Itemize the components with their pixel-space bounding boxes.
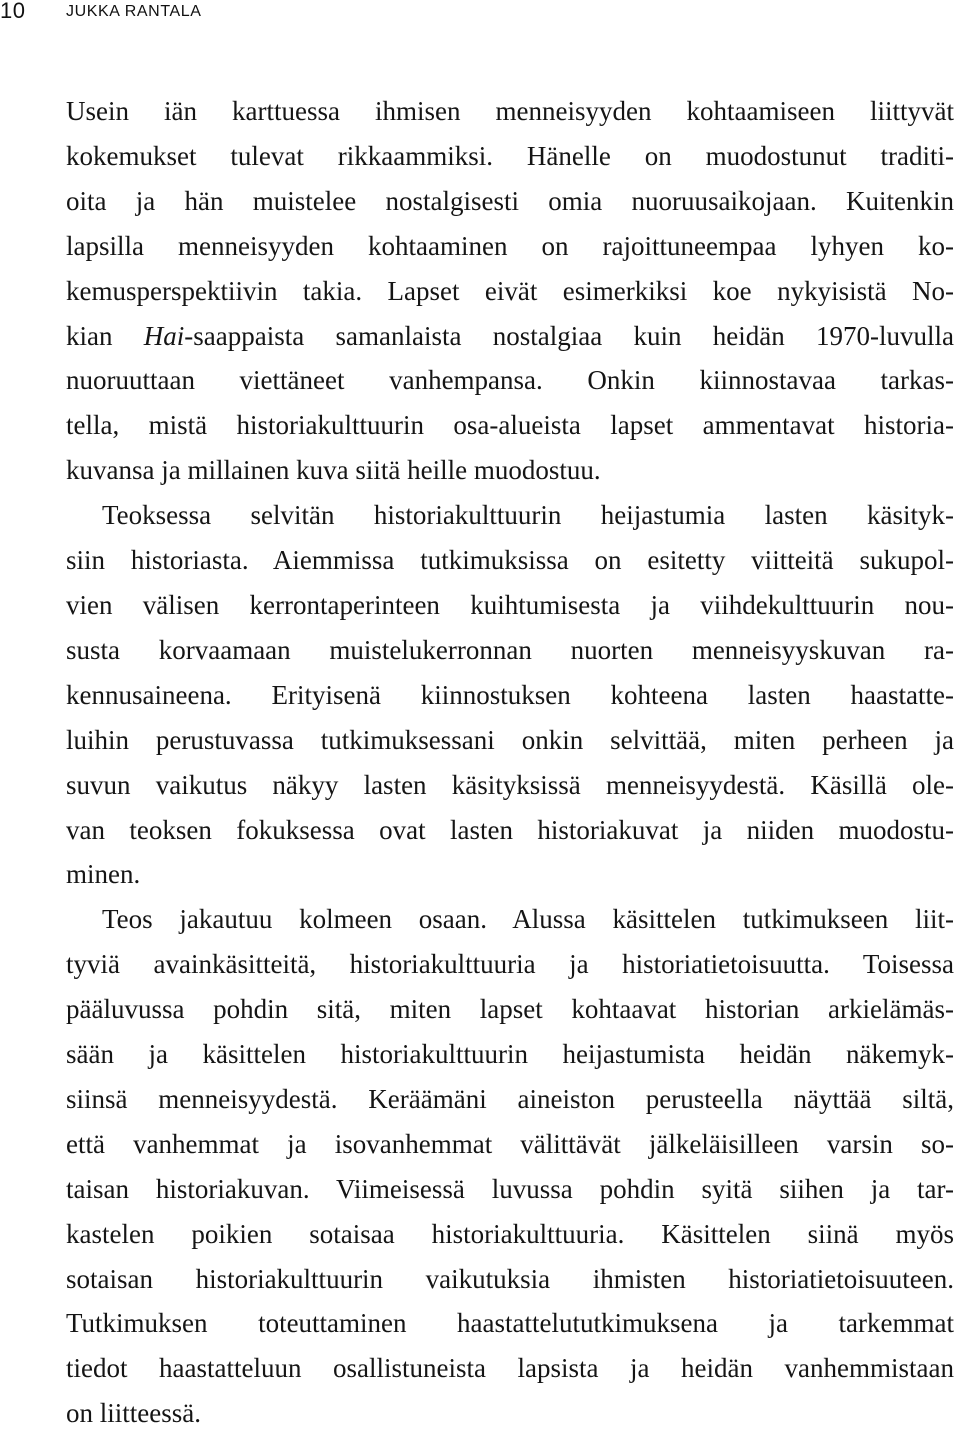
text-line: siinsä menneisyydestä. Keräämäni aineiston perusteella näyttää siltä,	[66, 1083, 954, 1114]
text-line: kennusaineena. Erityisenä kiinnostuksen kohteena lasten haastatte-	[66, 679, 954, 710]
text-line: tiedot haastatteluun osallistuneista lapsista ja heidän vanhemmistaan	[66, 1353, 954, 1384]
text-line: pääluvussa pohdin sitä, miten lapset kohtaavat historian arkielämäs-	[66, 994, 954, 1025]
paragraph-3	[66, 897, 954, 1436]
paragraph-2	[66, 493, 954, 897]
text-line: sotaisan historiakulttuurin vaikutuksia ihmisten historiatietoisuuteen.	[66, 1263, 954, 1294]
text-line: siin historiasta. Aiemmissa tutkimuksissa on esitetty viitteitä sukupol-	[66, 545, 954, 576]
text-line: sään ja käsittelen historiakulttuurin heijastumista heidän näkemyk-	[66, 1039, 954, 1070]
text-line: Teoksessa selvitän historiakulttuurin heijastumia lasten käsityk-	[102, 500, 954, 531]
text-line: minen.	[66, 859, 141, 890]
body-text	[66, 89, 954, 1436]
text-line: tella, mistä historiakulttuurin osa-alueista lapset ammentavat historia-	[66, 410, 954, 441]
paragraph-1	[66, 89, 954, 493]
italic-term: Hai	[143, 320, 185, 351]
text-line: kastelen poikien sotaisaa historiakulttuuria. Käsittelen siinä myös	[66, 1218, 954, 1249]
text-line: Usein iän karttuessa ihmisen menneisyyden kohtaamiseen liittyvät	[66, 96, 954, 126]
text-line: taisan historiakuvan. Viimeisessä luvussa pohdin syitä siihen ja tar-	[66, 1173, 954, 1204]
running-head: JUKKA RANTALA	[66, 3, 202, 20]
text-line: van teoksen fokuksessa ovat lasten historiakuvat ja niiden muodostu-	[66, 814, 954, 845]
text-line: kian Hai-saappaista samanlaista nostalgiaa kuin heidän 1970-luvulla	[66, 320, 954, 351]
text-line: kuvansa ja millainen kuva siitä heille muodostuu.	[66, 455, 601, 486]
text-line: Tutkimuksen toteuttaminen haastattelututkimuksena ja tarkemmat	[66, 1308, 954, 1339]
text-line: suvun vaikutus näkyy lasten käsityksissä menneisyydestä. Käsillä ole-	[66, 769, 954, 800]
text-line: luihin perustuvassa tutkimuksessani onkin selvittää, miten perheen ja	[66, 724, 954, 755]
text-line: oita ja hän muistelee nostalgisesti omia nuoruusaikojaan. Kuitenkin	[66, 185, 954, 216]
text-line: susta korvaamaan muistelukerronnan nuorten menneisyyskuvan ra-	[66, 634, 954, 665]
text-line: tyviä avainkäsitteitä, historiakulttuuria ja historiatietoisuutta. Toisessa	[66, 949, 954, 980]
text-line: lapsilla menneisyyden kohtaaminen on rajoittuneempaa lyhyen ko-	[66, 230, 954, 261]
text-line: on liitteessä.	[66, 1398, 201, 1429]
text-line: että vanhemmat ja isovanhemmat välittävät jälkeläisilleen varsin so-	[66, 1128, 954, 1159]
page-header	[0, 0, 960, 30]
text-line: nuoruuttaan viettäneet vanhempansa. Onkin kiinnostavaa tarkas-	[66, 365, 954, 396]
text-line: vien välisen kerrontaperinteen kuihtumisesta ja viihdekulttuurin nou-	[66, 589, 954, 620]
text-line: kemusperspektiivin takia. Lapset eivät esimerkiksi koe nykyisistä No-	[66, 275, 954, 306]
text-line: Teos jakautuu kolmeen osaan. Alussa käsittelen tutkimukseen liit-	[102, 904, 954, 935]
page-number: 10	[0, 0, 26, 23]
text-line: kokemukset tulevat rikkaammiksi. Hänelle on muodostunut traditi-	[66, 140, 954, 171]
